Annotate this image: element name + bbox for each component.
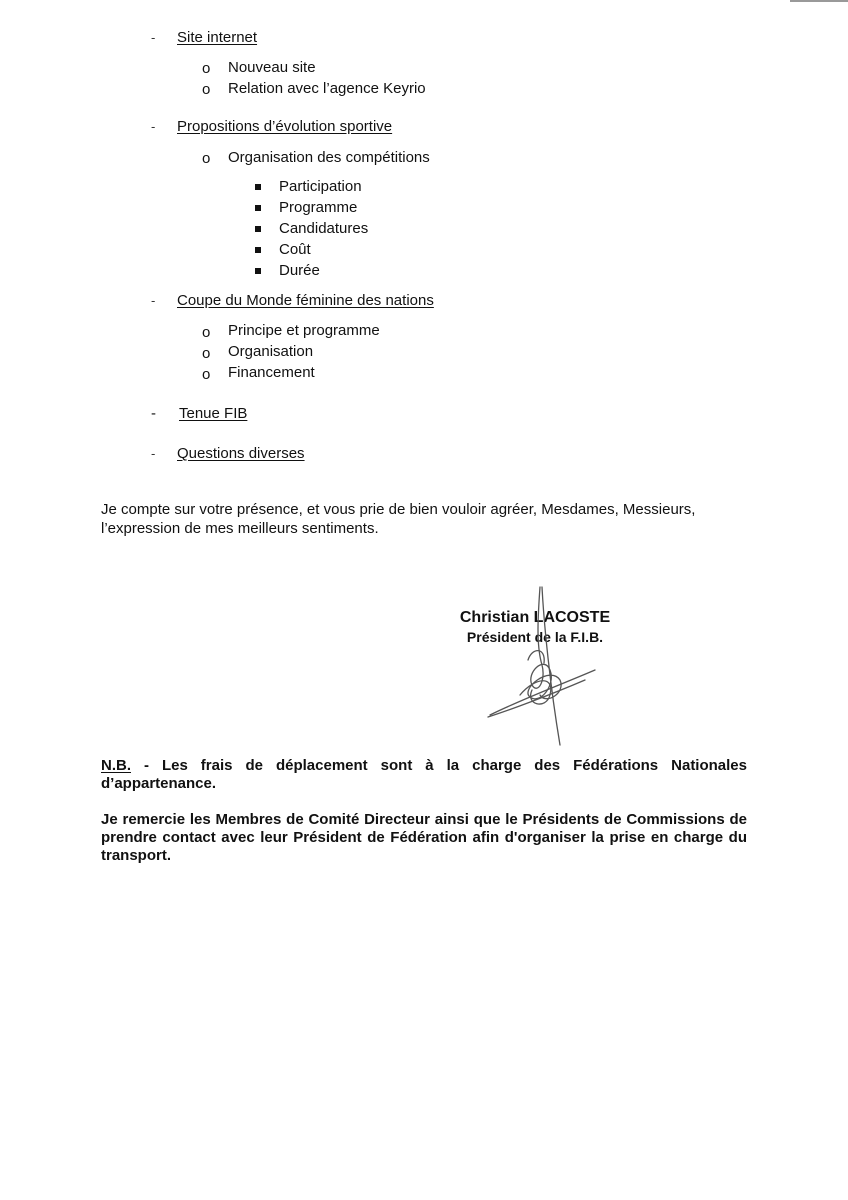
list-item: Nouveau site xyxy=(228,59,316,76)
bullet-square xyxy=(255,226,261,232)
list-item: Programme xyxy=(279,199,358,216)
list-item: Candidatures xyxy=(279,220,369,237)
bullet-circle: o xyxy=(202,345,211,362)
closing-line-1: Je compte sur votre présence, et vous prie de bien vouloir agréer, Mesdames, Messieurs, xyxy=(101,501,696,518)
bullet-dash: - xyxy=(151,405,156,422)
bullet-dash: - xyxy=(151,119,156,134)
list-item: Organisation des compétitions xyxy=(228,149,430,166)
bullet-circle: o xyxy=(202,150,211,167)
list-item: Organisation xyxy=(228,343,314,360)
list-item: Relation avec l’agence Keyrio xyxy=(228,80,426,97)
nb-label: N.B. xyxy=(101,757,131,774)
bullet-square xyxy=(255,247,261,253)
signatory-title: Président de la F.I.B. xyxy=(466,629,604,645)
section-tenue-fib: Tenue FIB xyxy=(179,405,248,422)
bullet-square xyxy=(255,205,261,211)
list-item: Principe et programme xyxy=(228,322,380,339)
bullet-circle: o xyxy=(202,366,211,383)
bullet-dash: - xyxy=(151,293,156,308)
bullet-square xyxy=(255,268,261,274)
bullet-circle: o xyxy=(202,60,211,77)
signatory-name: Christian LACOSTE xyxy=(459,609,611,626)
nb-text: - Les frais de déplacement sont à la charge des Fédérations Nationales d’appartenance. xyxy=(101,757,747,792)
transport-note: Je remercie les Membres de Comité Directeur ainsi que le Présidents de Commissions de prendre contact avec leur Président de Fédération afin d'organiser la prise en charge du transport. xyxy=(101,811,747,864)
list-item: Financement xyxy=(228,364,315,381)
nb-paragraph xyxy=(101,757,747,793)
bullet-dash: - xyxy=(151,446,156,461)
header-rule xyxy=(790,0,848,2)
handwritten-signature xyxy=(480,585,610,750)
section-questions-diverses: Questions diverses xyxy=(177,445,305,462)
section-coupe-du-monde: Coupe du Monde féminine des nations xyxy=(177,292,434,309)
bullet-circle: o xyxy=(202,81,211,98)
list-item: Participation xyxy=(279,178,362,195)
closing-line-2: l’expression de mes meilleurs sentiments. xyxy=(101,520,379,537)
bullet-circle: o xyxy=(202,324,211,341)
list-item: Durée xyxy=(279,262,320,279)
list-item: Coût xyxy=(279,241,311,258)
section-propositions: Propositions d’évolution sportive xyxy=(177,118,393,135)
section-site-internet: Site internet xyxy=(177,29,258,46)
bullet-dash: - xyxy=(151,30,156,45)
bullet-square xyxy=(255,184,261,190)
